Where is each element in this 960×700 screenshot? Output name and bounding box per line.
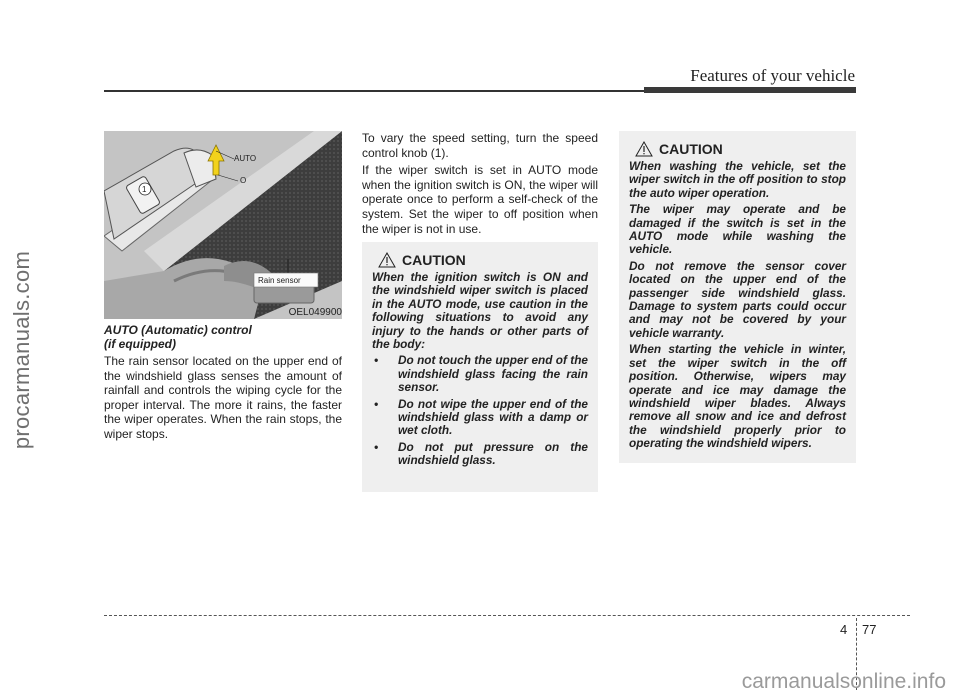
caution-body-1: [372, 271, 588, 468]
warning-triangle-icon: [378, 252, 396, 268]
caution-paragraph: The wiper may operate and be damaged if the switch is set in the AUTO mode while washing the vehicle.: [629, 202, 846, 257]
footer-rule: [104, 615, 910, 616]
caution-box-ignition: [362, 242, 598, 492]
warning-triangle-icon: [635, 141, 653, 157]
illustration-svg: [104, 131, 342, 319]
page-number: 77: [862, 622, 877, 637]
auto-control-subhead: [104, 323, 342, 351]
header-rule: [104, 90, 644, 92]
chapter-number: 4: [840, 622, 848, 637]
subhead-line-1: AUTO (Automatic) control: [104, 323, 252, 337]
side-watermark: [4, 140, 40, 560]
caution-paragraph: When starting the vehicle in winter, set the wiper switch in the off position. Otherwise, wipers may operate and ice may damage the windshield wiper blades. Always remove all snow and ice and defrost the windshield properly prior to operating the windshield wipers.: [629, 342, 846, 451]
caution-item: • Do not touch the upper end of the windshield glass facing the rain sensor.: [372, 354, 588, 394]
auto-mode-paragraph: If the wiper switch is set in AUTO mode when the ignition switch is ON, the wiper will operate once to perform a self-check of the system. Set the wiper to off position when the wiper is not in use.: [362, 163, 598, 236]
figure-code: OEL049900: [288, 307, 342, 318]
subhead-line-2: (if equipped): [104, 337, 176, 351]
caution-title-2: [629, 141, 846, 157]
caution-title-text-2: CAUTION: [659, 141, 723, 157]
callout-off: O: [240, 176, 247, 185]
caution-title-1: [372, 252, 588, 268]
callout-rain-sensor: Rain sensor: [258, 276, 301, 285]
header-bar: [644, 87, 856, 93]
section-title: Features of your vehicle: [690, 66, 855, 85]
side-watermark-text: procarmanuals.com: [9, 250, 35, 450]
left-column: [104, 323, 342, 442]
caution-paragraph: Do not remove the sensor cover located on the upper end of the passenger side windshield glass. Damage to system parts could occur and may not be covered by your vehicle warranty.: [629, 258, 846, 340]
caution-paragraph: When washing the vehicle, set the wiper switch in the off position to stop the auto wiper operation.: [629, 159, 846, 200]
callout-knob: 1: [142, 185, 147, 194]
middle-column: [362, 131, 598, 239]
caution-item: • Do not put pressure on the windshield glass.: [372, 441, 588, 468]
rain-sensor-description: The rain sensor located on the upper end of the windshield glass senses the amount of rainfall and controls the wiping cycle for the proper interval. The more it rains, the faster the wiper operates. When the rain stops, the wiper stops.: [104, 354, 342, 441]
caution-body-2: [629, 160, 846, 451]
caution-list: [372, 354, 588, 467]
bottom-watermark: carmanualsonline.info: [741, 670, 946, 693]
caution-box-washing: [619, 131, 856, 463]
caution-title-text-1: CAUTION: [402, 252, 466, 268]
callout-auto: AUTO: [234, 154, 257, 163]
caution-item: • Do not wipe the upper end of the windshield glass with a damp or wet cloth.: [372, 398, 588, 438]
wiper-switch-illustration: [104, 131, 342, 319]
caution-intro: When the ignition switch is ON and the windshield wiper switch is placed in the AUTO mode, use caution in the following situations to avoid any injury to the hands or other parts of the body:: [372, 270, 588, 352]
speed-setting-paragraph: To vary the speed setting, turn the speed control knob (1).: [362, 131, 598, 160]
